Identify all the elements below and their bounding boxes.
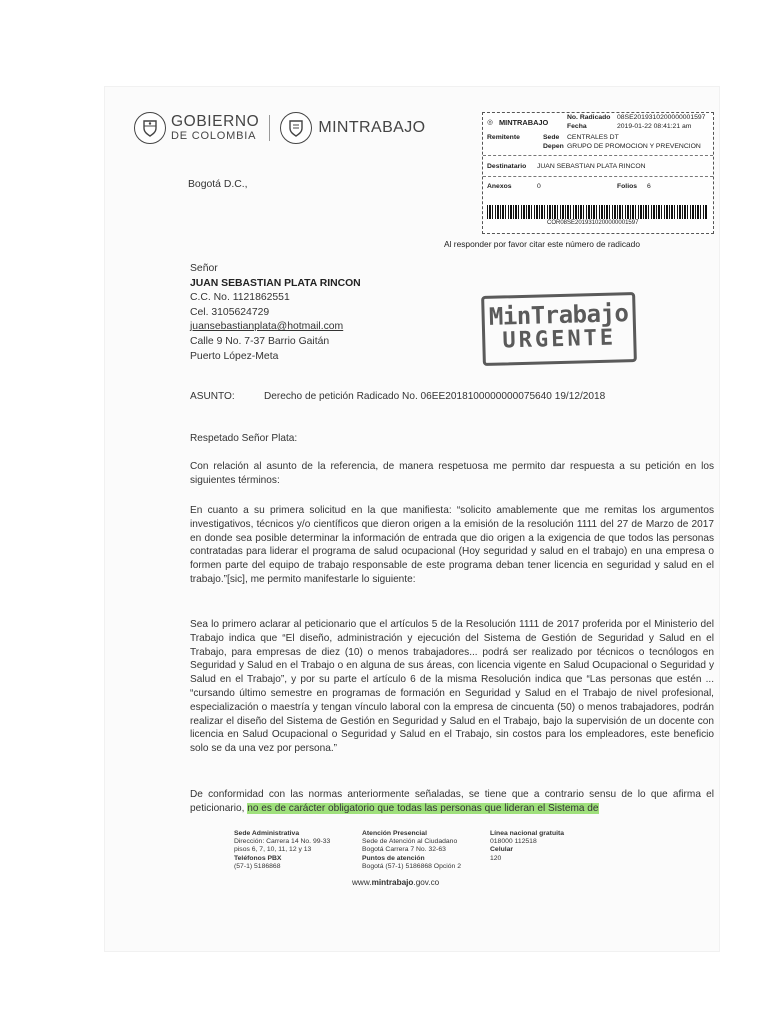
city-line: Bogotá D.C., bbox=[188, 179, 248, 190]
gobierno-line2: DE COLOMBIA bbox=[171, 129, 257, 142]
footer-col-sede bbox=[234, 830, 330, 871]
recipient-address: Calle 9 No. 7-37 Barrio Gaitán bbox=[190, 335, 330, 347]
recipient-salutation: Señor bbox=[190, 263, 218, 274]
destinatario-value: JUAN SEBASTIAN PLATA RINCON bbox=[537, 163, 646, 170]
colombia-shield-icon bbox=[134, 112, 166, 144]
footer-col-linea bbox=[490, 830, 564, 863]
footer-pbx-line: (57-1) 5186868 bbox=[234, 862, 281, 870]
mintrabajo-logo bbox=[280, 112, 425, 144]
footer-atencion-line: Sede de Atención al Ciudadano bbox=[362, 838, 458, 846]
stamp-divider bbox=[483, 155, 713, 156]
urgent-stamp bbox=[481, 292, 637, 366]
gobierno-line1: GOBIERNO bbox=[171, 113, 260, 131]
footer-col-atencion bbox=[362, 830, 461, 871]
recipient-email: juansebastianplata@hotmail.com bbox=[190, 321, 344, 333]
footer-linea-line: 018000 112518 bbox=[490, 838, 537, 846]
fecha-value: 2019-01-22 08:41:21 am bbox=[617, 123, 692, 130]
recipient-city: Puerto López-Meta bbox=[190, 350, 279, 362]
barcode-number: COR08SE2019310200000001597 bbox=[547, 220, 639, 226]
stamp-brand: MINTRABAJO bbox=[499, 118, 549, 127]
recipient-name: JUAN SEBASTIAN PLATA RINCON bbox=[190, 277, 361, 289]
footer-pbx-title: Teléfonos PBX bbox=[234, 854, 282, 862]
footer-puntos-line: Bogotá (57-1) 5186868 Opción 2 bbox=[362, 862, 462, 870]
paragraph-1: Con relación al asunto de la referencia, de manera respetuosa me permito dar respuesta a su petición en los siguientes términos: bbox=[190, 461, 714, 486]
paragraph-2: En cuanto a su primera solicitud en la que manifiesta: “solicito amablemente que me remitas los argumentos investigativos, técnicos y/o científicos que dieron origen a la emisión de la resolución 1111 del 27 de Marzo de 2017 en donde sea posible determinar la información de entrada que dio origen a la exigencia de que todos las personas contratadas para liderar el programa de salud ocupacional (Hoy seguridad y salud en el trabajo) en una empresa o formen parte del equipo de trabajo responsable de este programa deban tener licencia en seguridad y salud en el trabajo.”[sic], me permito manifestarle lo siguiente: bbox=[190, 505, 714, 585]
footer-sede-title: Sede Administrativa bbox=[234, 830, 300, 837]
barcode bbox=[487, 205, 707, 219]
footer-celular-title: Celular bbox=[490, 846, 514, 854]
radicado-number-label: No. Radicado bbox=[567, 114, 611, 121]
footer-atencion-title: Atención Presencial bbox=[362, 830, 427, 837]
footer-linea-title: Línea nacional gratuita bbox=[490, 830, 565, 837]
radicado-note: Al responder por favor citar este número de radicado bbox=[444, 239, 640, 249]
urgent-stamp-line2: URGENTE bbox=[502, 325, 617, 354]
gobierno-logo-text bbox=[171, 114, 259, 142]
recipient-cc: C.C. No. 1121862551 bbox=[190, 292, 290, 304]
radicado-stamp bbox=[482, 112, 714, 234]
radicado-number: 08SE2019310200000001597 bbox=[617, 114, 706, 121]
footer-atencion-line: Bogotá Carrera 7 No. 32-63 bbox=[362, 846, 446, 854]
urgent-stamp-line1: MinTrabajo bbox=[488, 299, 629, 331]
sede-value: CENTRALES DT bbox=[567, 134, 619, 141]
destinatario-label: Destinatario bbox=[487, 163, 527, 170]
fecha-label: Fecha bbox=[567, 123, 587, 130]
website-prefix: www. bbox=[352, 878, 372, 887]
anexos-label: Anexos bbox=[487, 183, 512, 190]
paragraph-3: Sea lo primero aclarar al peticionario que el artículos 5 de la Resolución 1111 de 2017 proferida por el Ministerio del Trabajo indica que “El diseño, administración y ejecución del Sistema de Gestión de Seguridad y Salud en el Trabajo, para empresas de diez (10) o menos trabajadores... podrá ser realizado por técnicos o tecnólogos en Seguridad y Salud en el Trabajo o en alguna de sus áreas, con licencia vigente en Salud Ocupacional o Seguridad y Salud en el Trabajo”, y por su parte el artículo 6 de la misma Resolución indica que “Las personas que estén ... “cursando último semestre en programas de formación en Seguridad y Salud en el Trabajo de nivel profesional, especialización o maestría y tengan vínculo laboral con la empresa de cincuenta (50) o menos trabajadores, podrán realizar el diseño del Sistema de Gestión en Seguridad y Salud en el Trabajo, bajo la supervisión de un docente con licencia en Salud Ocupacional o Seguridad y Salud en el Trabajo, sin costos para los empleadores, este beneficio solo se da una vez por persona.” bbox=[190, 619, 714, 755]
folios-label: Folios bbox=[617, 183, 638, 190]
paragraph-4-highlight: no es de carácter obligatorio que todas las personas que lideran el Sistema de bbox=[247, 802, 599, 814]
footer-puntos-title: Puntos de atención bbox=[362, 854, 425, 862]
stamp-divider bbox=[483, 176, 713, 177]
footer-website bbox=[352, 878, 439, 887]
website-domain: mintrabajo bbox=[371, 878, 414, 887]
anexos-value: 0 bbox=[537, 183, 541, 190]
header-logos bbox=[134, 112, 425, 144]
footer-sede-line: pisos 6, 7, 10, 11, 12 y 13 bbox=[234, 846, 312, 854]
recipient-cel: Cel. 3105624729 bbox=[190, 306, 270, 318]
folios-value: 6 bbox=[647, 183, 651, 190]
footer-sede-line: Dirección: Carrera 14 No. 99-33 bbox=[234, 838, 331, 846]
stamp-brand-icon: ◎ bbox=[487, 119, 493, 126]
ministry-name: MINTRABAJO bbox=[318, 119, 426, 136]
depen-value: GRUPO DE PROMOCION Y PREVENCION bbox=[567, 143, 701, 150]
asunto-text: Derecho de petición Radicado No. 06EE2018100000000075640 19/12/2018 bbox=[264, 391, 606, 402]
sede-label: Sede bbox=[543, 134, 560, 141]
paragraph-4-text: De conformidad con las normas anteriormente señaladas, se tiene que a contrario sensu de lo que afirma el peticionario, bbox=[190, 789, 714, 814]
greeting: Respetado Señor Plata: bbox=[190, 433, 298, 444]
mintrabajo-shield-icon bbox=[280, 112, 312, 144]
paragraph-4 bbox=[190, 788, 714, 816]
recipient-block bbox=[190, 262, 361, 364]
letter-page bbox=[104, 86, 720, 952]
remitente-label: Remitente bbox=[487, 134, 520, 141]
footer-celular-line: 120 bbox=[490, 854, 502, 862]
depen-label: Depen bbox=[543, 143, 564, 150]
asunto-label: ASUNTO: bbox=[190, 391, 235, 402]
logo-divider bbox=[269, 115, 270, 141]
website-suffix: .gov.co bbox=[413, 878, 440, 887]
